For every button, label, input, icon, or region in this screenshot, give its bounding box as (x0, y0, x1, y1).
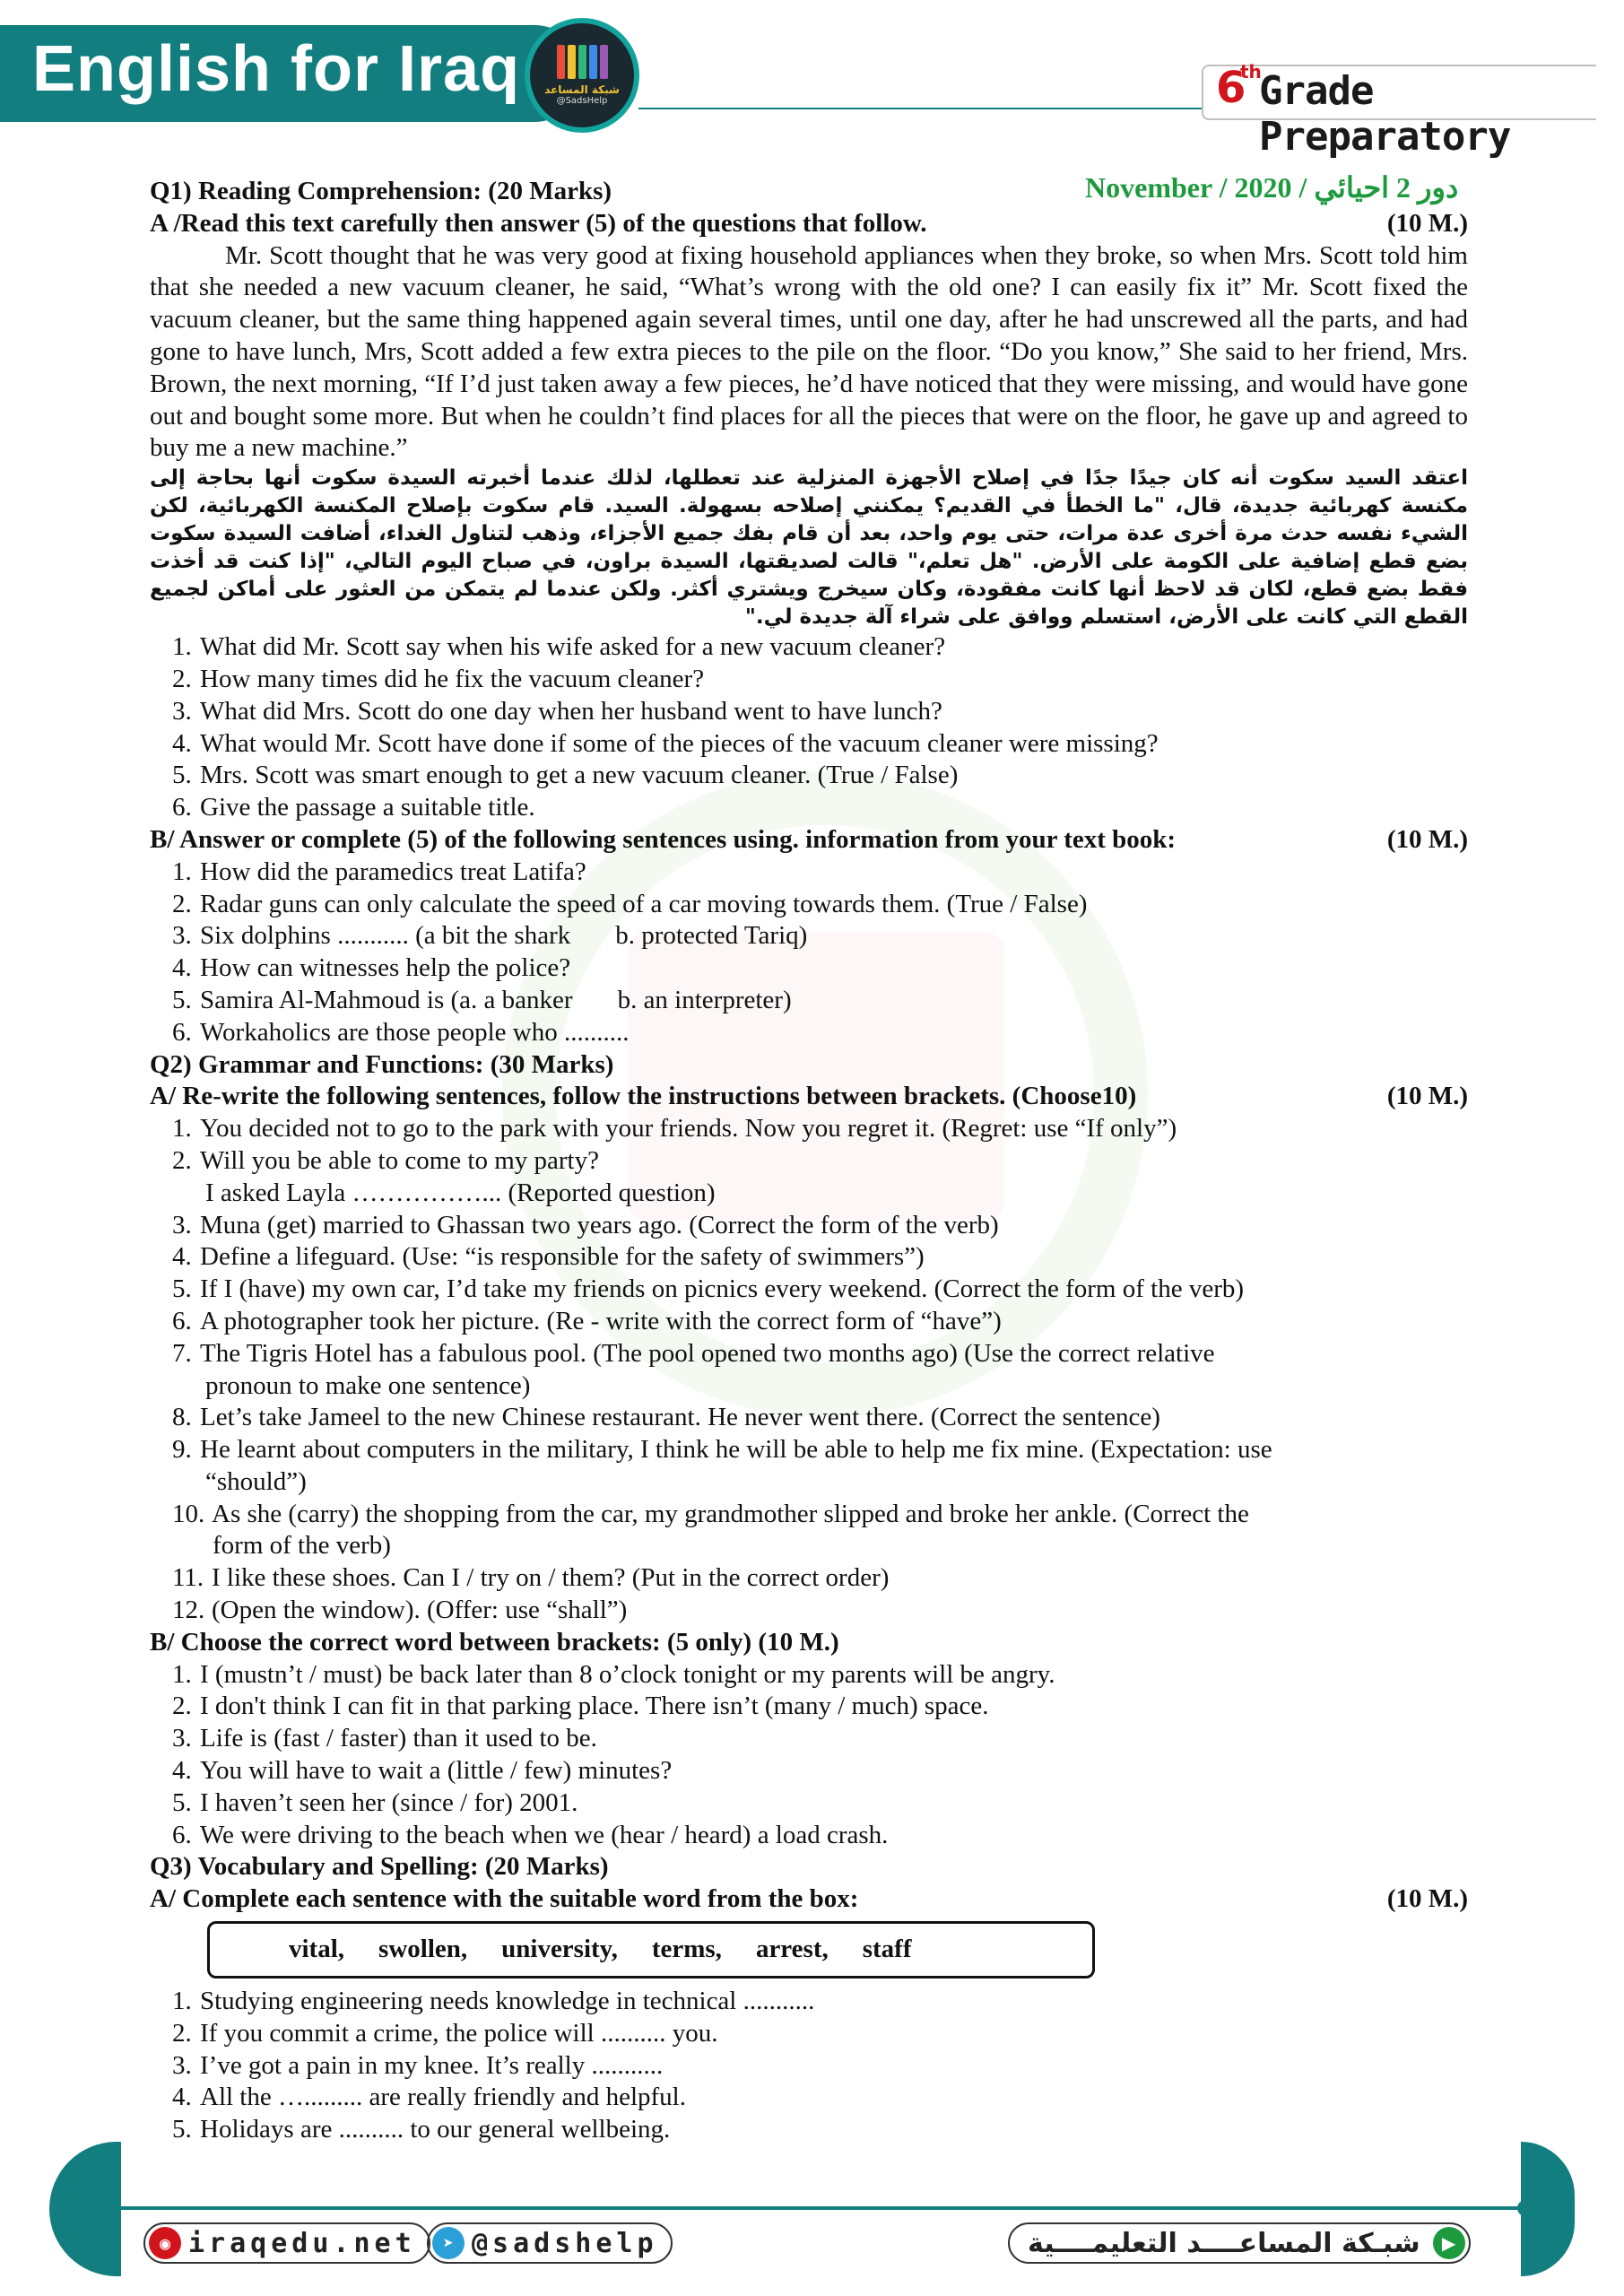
list-item: 3. Muna (get) married to Ghassan two years ago. (Correct the form of the verb) (172, 1210, 999, 1239)
list-item: 4. Define a lifeguard. (Use: “is responsible for the safety of swimmers”) (172, 1242, 925, 1272)
box-word: vital, (289, 1935, 345, 1964)
box-word: staff (862, 1935, 912, 1964)
list-item: 6. We were driving to the beach when we (hear / heard) a load crash. (172, 1820, 889, 1849)
q2-title: Q2) Grammar and Functions: (30 Marks) (150, 1049, 614, 1079)
list-item: 1. I (mustn’t / must) be back later than 8 o’clock tonight or my parents will be angry. (172, 1659, 1055, 1689)
list-item: 3. What did Mrs. Scott do one day when her husband went to have lunch? (172, 696, 942, 726)
list-item: 9. He learnt about computers in the military, I think he will be able to help me fix mine. (Expectation: use (172, 1435, 1272, 1465)
footer-dot (104, 2200, 120, 2216)
q3-title: Q3) Vocabulary and Spelling: (20 Marks) (150, 1852, 609, 1882)
list-item: 10. As she (carry) the shopping from the car, my grandmother slipped and broke her ankle. (Correct the (172, 1499, 1249, 1528)
book-icon (557, 45, 608, 79)
list-item: 1. Studying engineering needs knowledge in technical ........... (172, 1987, 815, 2016)
footer-dot (1517, 2200, 1533, 2216)
q3-a-marks: (10 M.) (1386, 1884, 1468, 1914)
list-item: 8. Let’s take Jameel to the new Chinese restaurant. He never went there. (Correct the sentence) (172, 1403, 1160, 1432)
telegram-link[interactable] (427, 2222, 673, 2264)
list-item: 1. What did Mr. Scott say when his wife asked for a new vacuum cleaner? (172, 632, 946, 662)
list-item: 4. All the …......... are really friendly and helpful. (172, 2083, 686, 2112)
list-item: 2. I don't think I can fit in that parking place. There isn’t (many / much) space. (172, 1692, 989, 1721)
q2-a-items (150, 1113, 1468, 1627)
telegram-handle: @sadshelp (472, 2227, 658, 2259)
list-item: 2. If you commit a crime, the police will .......... you. (172, 2018, 718, 2048)
list-item: 5. If I (have) my own car, I’d take my friends on picnics every weekend. (Correct the form of the verb) (172, 1274, 1245, 1304)
telegram-icon: ➤ (432, 2227, 465, 2259)
list-item: 6. Workaholics are those people who .......... (172, 1017, 630, 1047)
q2-a-marks: (10 M.) (1386, 1082, 1468, 1111)
q3-a-header (150, 1883, 1468, 1916)
q1-a-questions (150, 631, 1468, 824)
q2-b-heading: B/ Choose the correct word between brackets: (5 only) (10 M.) (150, 1627, 839, 1657)
header-divider (638, 108, 1203, 109)
list-item: 6. A photographer took her picture. (Re - write with the correct form of “have”) (172, 1306, 1002, 1335)
grade-suffix: th (1240, 61, 1262, 83)
brand-link[interactable] (1008, 2222, 1471, 2264)
list-item-continuation: form of the verb) (213, 1531, 391, 1561)
q3-a-items (150, 1986, 1468, 2146)
q1-b-heading: B/ Answer or complete (5) of the following sentences using. information from your text book: (150, 824, 1177, 854)
list-item: 1. You decided not to go to the park with your friends. Now you regret it. (Regret: use “If only”) (172, 1114, 1177, 1144)
list-item: 2. Radar guns can only calculate the speed of a car moving towards them. (True / False) (172, 889, 1088, 918)
q2-a-heading: A/ Re-write the following sentences, follow the instructions between brackets. (Choose10) (150, 1082, 1137, 1111)
exam-content (150, 176, 1468, 2146)
list-item: 3. Six dolphins ........... (a bit the shark b. protected Tariq) (172, 921, 808, 951)
list-item: 3. Life is (fast / faster) than it used to be. (172, 1724, 597, 1753)
q1-a-heading: A /Read this text carefully then answer (5) of the questions that follow. (150, 208, 927, 238)
q1-a-header (150, 208, 1468, 240)
list-item: 3. I’ve got a pain in my knee. It’s really ........... (172, 2050, 664, 2080)
list-item: 4. How can witnesses help the police? (172, 953, 571, 983)
list-item: 5. I haven’t seen her (since / for) 2001. (172, 1787, 578, 1817)
list-item: 2. How many times did he fix the vacuum cleaner? (172, 664, 705, 693)
q2-b-items (150, 1659, 1468, 1852)
box-word: terms, (651, 1935, 722, 1964)
list-item-continuation: pronoun to make one sentence) (205, 1370, 531, 1400)
q1-a-marks: (10 M.) (1386, 208, 1468, 238)
q1-b-questions (150, 857, 1468, 1049)
footer-divider (111, 2206, 1528, 2210)
list-item: 7. The Tigris Hotel has a fabulous pool. (The pool opened two months ago) (Use the correct relative (172, 1338, 1215, 1368)
logo-handle: @SadsHelp (556, 96, 608, 106)
logo-badge (525, 18, 639, 133)
q2-a-header (150, 1081, 1468, 1113)
q1-b-marks: (10 M.) (1386, 824, 1468, 854)
list-item-continuation: I asked Layla ……………... (Reported question) (205, 1178, 716, 1207)
list-item: 1. How did the paramedics treat Latifa? (172, 857, 586, 886)
logo-text: شبكة المساعد (544, 83, 620, 96)
box-word: arrest, (755, 1935, 829, 1964)
passage-text: Mr. Scott thought that he was very good at fixing household appliances when they broke, so when Mrs. Scott told him that she needed a new vacuum cleaner, he said, “What’s wrong with the old one? I can easily fix it” Mr. Scott fixed the vacuum cleaner, but the same thing happened again several times, until one day, after he had unscrewed all the parts, and had gone to have lunch, Mrs, Scott added a few extra pieces to the pile on the floor. “Do you know,” She said to her friend, Mrs. Brown, the next morning, “If I’d just taken away a few pieces, he’d have noticed that they were missing, and would have gone out and bought some more. But when he couldn’t find places for all the pieces that were on the floor, he gave up and agreed to buy me a new machine.” (150, 240, 1468, 463)
globe-icon: ◉ (149, 2227, 181, 2259)
list-item: 5. Samira Al-Mahmoud is (a. a banker b. an interpreter) (172, 985, 792, 1014)
list-item: 4. You will have to wait a (little / few) minutes? (172, 1756, 673, 1786)
q1-b-header (150, 824, 1468, 857)
brand-title: English for Iraq (32, 33, 521, 105)
play-icon: ▶ (1433, 2227, 1465, 2259)
grade-title: Grade Preparatory (1259, 68, 1511, 160)
list-item: 5. Mrs. Scott was smart enough to get a new vacuum cleaner. (True / False) (172, 761, 959, 790)
box-word: university, (501, 1935, 618, 1964)
site-url: iraqedu.net (188, 2227, 416, 2259)
list-item-continuation: “should”) (205, 1466, 307, 1496)
list-item: 5. Holidays are .......... to our general wellbeing. (172, 2115, 671, 2144)
list-item: 6. Give the passage a suitable title. (172, 793, 535, 822)
list-item: 2. Will you be able to come to my party? (172, 1145, 599, 1175)
site-link[interactable] (143, 2222, 430, 2264)
q1-title: Q1) Reading Comprehension: (20 Marks) (150, 177, 612, 205)
word-box (207, 1921, 1095, 1979)
arabic-translation: اعتقد السيد سكوت أنه كان جيدًا جدًا في إصلاح الأجهزة المنزلية عند تعطلها، لذلك عندما أخبرته السيدة سكوت أنها بحاجة إلى مكنسة كهربائية جديدة، قال، "ما الخطأ في القديم؟ يمكنني إصلاحه بسهولة. السيد. قام سكوت بإصلاح المكنسة الكهربائية، لكن الشيء نفسه حدث مرة أخرى عدة مرات، حتى يوم واحد، بعد أن قام بفك جميع الأجزاء، وذهب لتناول الغداء، أضافت السيدة سكوت بضع قطع إضافية على الكومة على الأرض. "هل تعلم،" قالت لصديقتها، السيدة براون، في صباح اليوم التالي، "إذا كنت قد أخذت فقط بضع قطع، لكان قد لاحظ أنها كانت مفقودة، وكان سيخرج ويشتري أكثر. ولكن عندما لم يتمكن من العثور على أماكن لجميع القطع التي كانت على الأرض، استسلم ووافق على شراء آلة جديدة لي." (150, 466, 1468, 630)
exam-date: November / 2020 / دور 2 احيائي (1085, 171, 1459, 204)
arabic-brand: شبـكة المساعــــد التعليمــــية (1028, 2227, 1420, 2259)
list-item: 4. What would Mr. Scott have done if some of the pieces of the vacuum cleaner were missing? (172, 728, 1159, 758)
q3-a-heading: A/ Complete each sentence with the suitable word from the box: (150, 1884, 859, 1914)
reading-passage (150, 240, 1468, 465)
grade-number: 6 (1216, 63, 1246, 113)
list-item: 11. I like these shoes. Can I / try on / them? (Put in the correct order) (172, 1563, 890, 1593)
list-item: 12. (Open the window). (Offer: use “shall”) (172, 1596, 628, 1625)
box-word: swollen, (378, 1935, 468, 1964)
